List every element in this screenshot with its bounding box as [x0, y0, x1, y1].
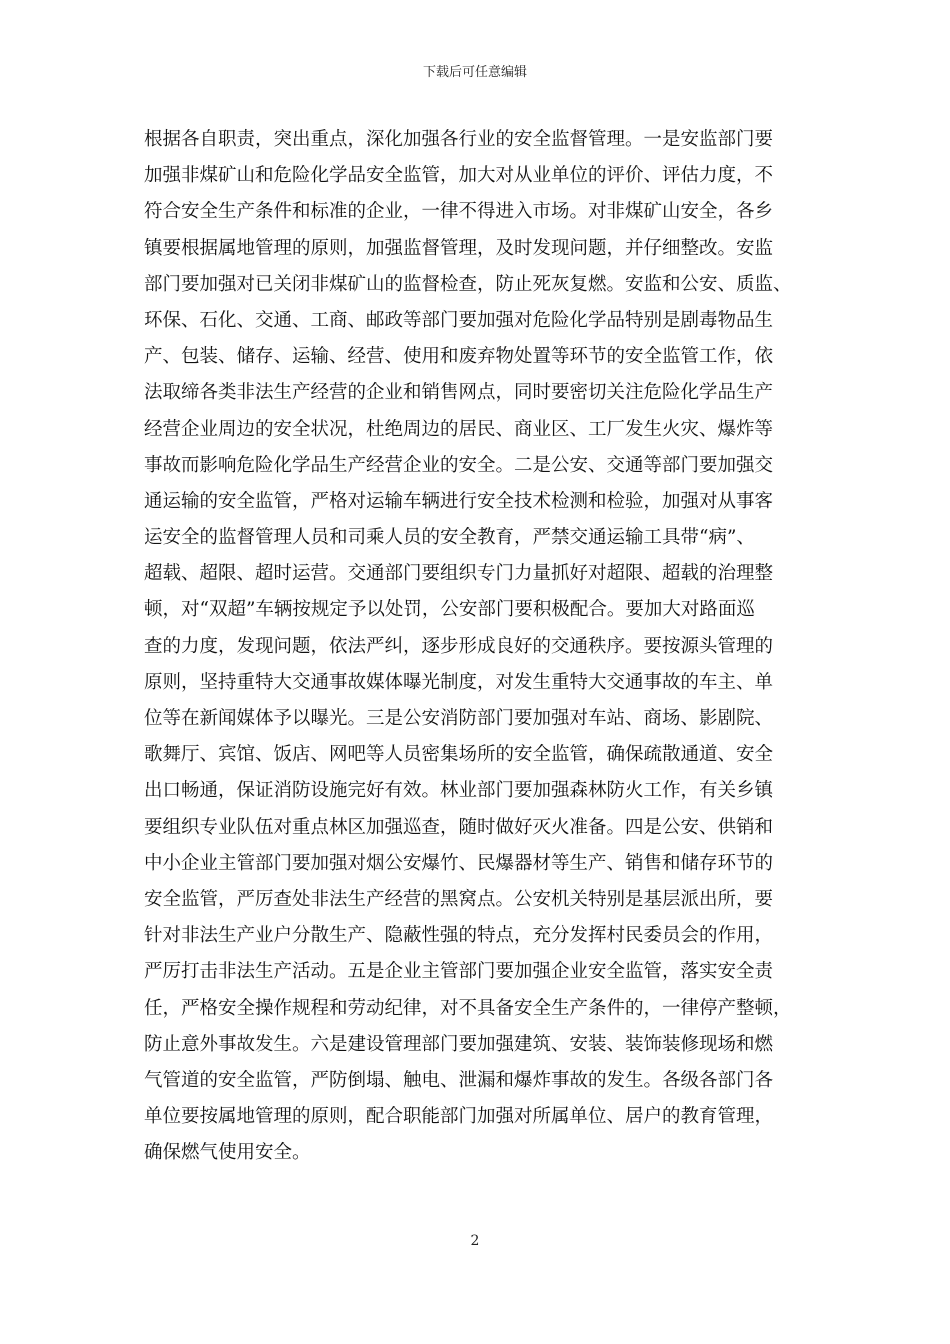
text-line: 针对非法生产业户分散生产、隐蔽性强的特点，充分发挥村民委员会的作用，: [144, 925, 774, 947]
text-line: 查的力度，发现问题，依法严纠，逐步形成良好的交通秩序。要按源头管理的: [144, 635, 774, 657]
text-line: 部门要加强对已关闭非煤矿山的监督检查，防止死灰复燃。安监和公安、质监、: [144, 273, 792, 295]
text-line: 镇要根据属地管理的原则，加强监督管理，及时发现问题，并仔细整改。安监: [144, 237, 774, 259]
text-line: 位等在新闻媒体予以曝光。三是公安消防部门要加强对车站、商场、影剧院、: [144, 708, 774, 729]
text-line: 超载、超限、超时运营。交通部门要组织专门力量抓好对超限、超载的治理整: [144, 563, 774, 585]
text-line: 确保燃气使用安全。: [144, 1142, 311, 1164]
text-line: 防止意外事故发生。六是建设管理部门要加强建筑、安装、装饰装修现场和燃: [144, 1033, 774, 1055]
text-line: 出口畅通，保证消防设施完好有效。林业部门要加强森林防火工作，有关乡镇: [144, 780, 774, 802]
text-line: 事故而影响危险化学品生产经营企业的安全。二是公安、交通等部门要加强交: [144, 454, 774, 476]
text-line: 中小企业主管部门要加强对烟公安爆竹、民爆器材等生产、销售和储存环节的: [144, 852, 774, 874]
text-line: 法取缔各类非法生产经营的企业和销售网点，同时要密切关注危险化学品生产: [144, 382, 774, 404]
body-paragraph: [144, 122, 830, 1171]
text-line: 环保、石化、交通、工商、邮政等部门要加强对危险化学品特别是剧毒物品生: [144, 309, 774, 331]
text-line: 经营企业周边的安全状况，杜绝周边的居民、商业区、工厂发生火灾、爆炸等: [144, 418, 774, 440]
text-line: 气管道的安全监管，严防倒塌、触电、泄漏和爆炸事故的发生。各级各部门各: [144, 1069, 774, 1091]
text-line: 歌舞厅、宾馆、饭店、网吧等人员密集场所的安全监管，确保疏散通道、安全: [144, 744, 774, 766]
text-line: 根据各自职责，突出重点，深化加强各行业的安全监督管理。一是安监部门要: [144, 129, 774, 150]
text-line: 产、包装、储存、运输、经营、使用和废弃物处置等环节的安全监管工作，依: [144, 346, 774, 368]
text-line: 通运输的安全监管，严格对运输车辆进行安全技术检测和检验，加强对从事客: [144, 490, 774, 512]
text-line: 加强非煤矿山和危险化学品安全监管，加大对从业单位的评价、评估力度，不: [144, 165, 774, 187]
text-line: 原则，坚持重特大交通事故媒体曝光制度，对发生重特大交通事故的车主、单: [144, 671, 774, 693]
text-line: 严厉打击非法生产活动。五是企业主管部门要加强企业安全监管，落实安全责: [144, 961, 774, 983]
text-line: 顿，对“双超”车辆按规定予以处罚，公安部门要积极配合。要加大对路面巡: [144, 599, 755, 621]
text-line: 运安全的监督管理人员和司乘人员的安全教育，严禁交通运输工具带“病”、: [144, 527, 755, 549]
text-line: 要组织专业队伍对重点林区加强巡查，随时做好灭火准备。四是公安、供销和: [144, 816, 774, 838]
page-number: 2: [470, 1233, 480, 1249]
page-header: 下载后可任意编辑: [422, 65, 527, 80]
text-line: 安全监管，严厉查处非法生产经营的黑窝点。公安机关特别是基层派出所，要: [144, 888, 774, 910]
text-line: 符合安全生产条件和标准的企业，一律不得进入市场。对非煤矿山安全，各乡: [144, 201, 774, 223]
text-line: 任，严格安全操作规程和劳动纪律，对不具备安全生产条件的，一律停产整顿，: [144, 997, 792, 1019]
text-line: 单位要按属地管理的原则，配合职能部门加强对所属单位、居户的教育管理，: [144, 1106, 774, 1128]
